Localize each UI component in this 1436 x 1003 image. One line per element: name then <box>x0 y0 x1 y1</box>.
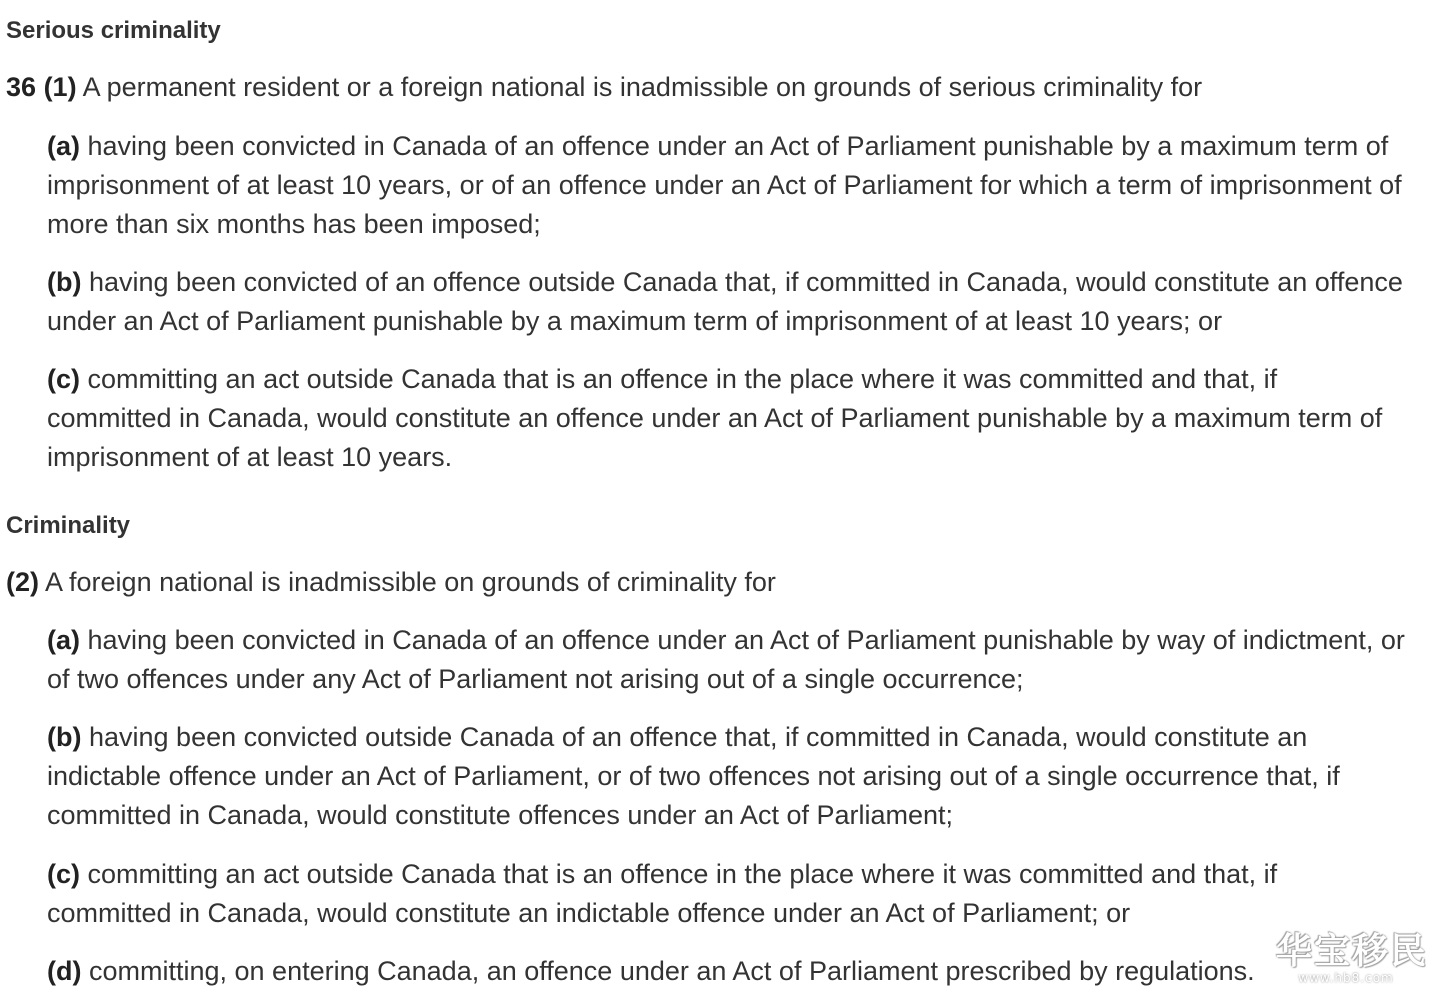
subsection-number: (2) <box>6 567 39 597</box>
section-36-1 <box>6 70 1202 104</box>
subsection-text: A permanent resident or a foreign national is inadmissible on grounds of serious criminality for <box>76 72 1203 102</box>
paragraph-36-2-a <box>47 621 1407 699</box>
paragraph-36-1-c <box>47 360 1407 477</box>
paragraph-text: committing an act outside Canada that is an offence in the place where it was committed and that, if committed in Canada, would constitute an offence under an Act of Parliament punishable by a maximum term of imprisonment of at least 10 years. <box>47 364 1383 472</box>
paragraph-text: having been convicted in Canada of an offence under an Act of Parliament punishable by way of indictment, or of two offences under any Act of Parliament not arising out of a single occurrence; <box>47 625 1405 694</box>
paragraph-36-2-b <box>47 718 1407 835</box>
heading-serious-criminality: Serious criminality <box>6 17 221 44</box>
paragraph-text: having been convicted outside Canada of an offence that, if committed in Canada, would constitute an indictable offence under an Act of Parliament, or of two offences not arising out of a single occurrence that, if committed in Canada, would constitute offences under an Act of Parliament; <box>47 722 1340 830</box>
section-number: 36 <box>6 72 37 102</box>
paragraph-marker: (a) <box>47 131 80 161</box>
subsection-text: A foreign national is inadmissible on grounds of criminality for <box>39 567 776 597</box>
paragraph-text: having been convicted in Canada of an offence under an Act of Parliament punishable by a maximum term of imprisonment of at least 10 years, or of an offence under an Act of Parliament for which a term of imprisonment of more than six months has been imposed; <box>47 131 1402 239</box>
paragraph-text: having been convicted of an offence outside Canada that, if committed in Canada, would constitute an offence under an Act of Parliament punishable by a maximum term of imprisonment of at least 10 years; or <box>47 267 1403 336</box>
paragraph-text: committing an act outside Canada that is an offence in the place where it was committed and that, if committed in Canada, would constitute an indictable offence under an Act of Parliament; or <box>47 859 1278 928</box>
heading-criminality: Criminality <box>6 512 131 539</box>
paragraph-marker: (c) <box>47 364 80 394</box>
subsection-number: (1) <box>43 72 77 102</box>
watermark-text: 华宝移民 <box>1276 930 1429 972</box>
paragraph-marker: (c) <box>47 859 80 889</box>
paragraph-marker: (d) <box>47 956 82 986</box>
paragraph-36-1-b <box>47 263 1407 341</box>
watermark-logo <box>1276 930 1429 989</box>
paragraph-36-2-d <box>47 952 1407 991</box>
paragraph-36-2-c <box>47 855 1407 933</box>
watermark-url: www.hb8.com <box>1298 971 1394 985</box>
paragraph-36-1-a <box>47 127 1407 244</box>
paragraph-marker: (a) <box>47 625 80 655</box>
paragraph-marker: (b) <box>47 722 82 752</box>
paragraph-text: committing, on entering Canada, an offence under an Act of Parliament prescribed by regulations. <box>81 956 1255 986</box>
section-36-2 <box>6 565 776 599</box>
paragraph-marker: (b) <box>47 267 82 297</box>
